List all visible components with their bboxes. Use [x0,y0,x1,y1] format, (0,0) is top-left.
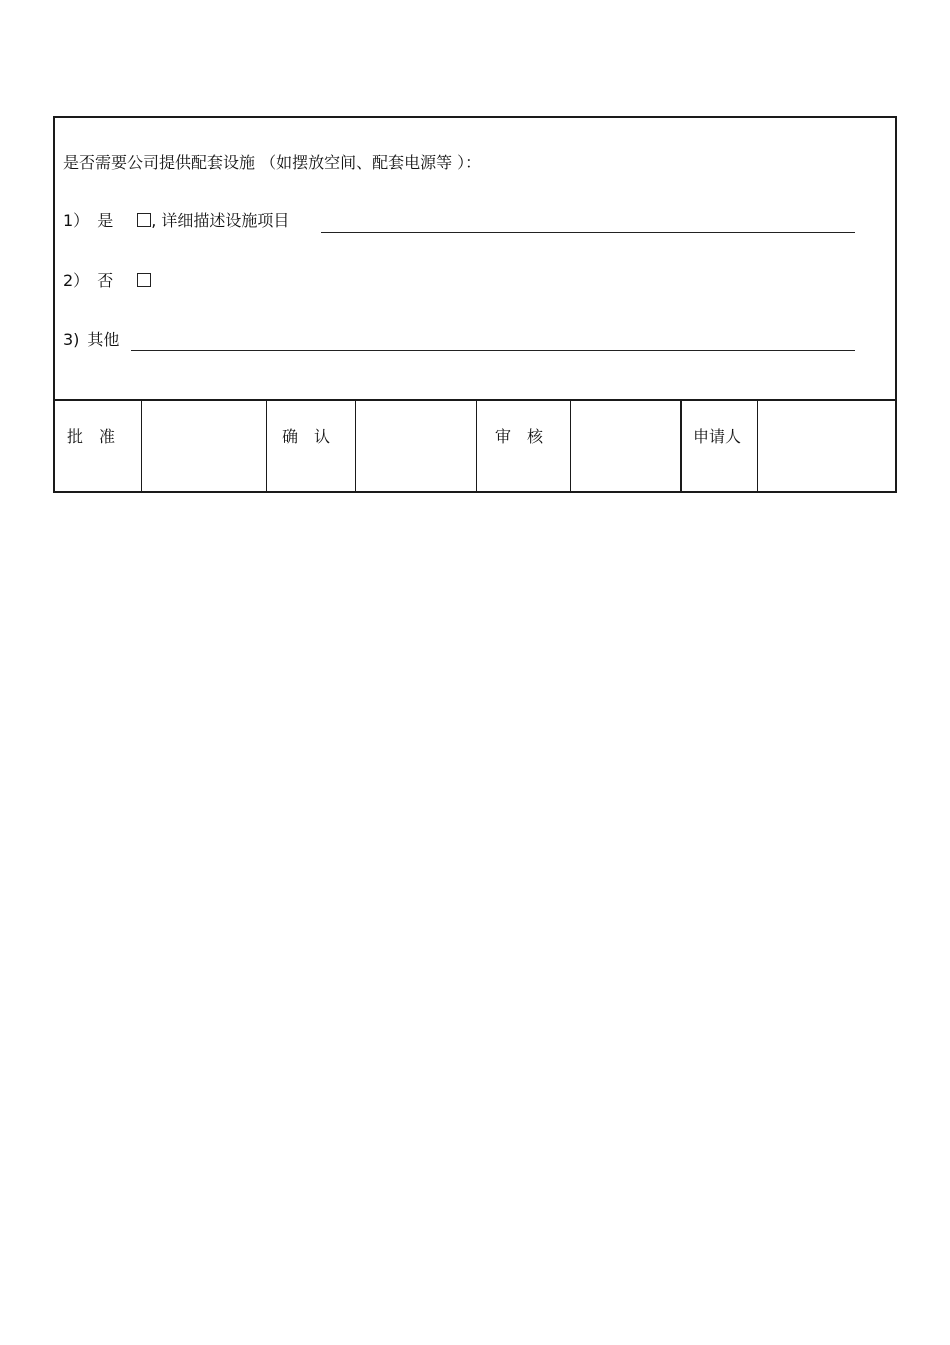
applicant-label: 申请人 [693,427,742,446]
divider [266,401,267,491]
divider [355,401,356,491]
divider [476,401,477,491]
facility-detail-input-line[interactable] [321,232,855,233]
option-other-number: 3) [63,330,80,349]
option-no-label: 否 [97,271,114,290]
divider [141,401,142,491]
facility-question-section [55,118,895,401]
other-input-line[interactable] [131,350,855,351]
option-no-checkbox[interactable] [137,273,151,287]
divider [680,401,682,491]
option-yes-checkbox[interactable] [137,213,151,227]
signature-row [55,401,895,491]
option-yes [63,211,289,231]
divider [570,401,571,491]
review-label: 审 核 [495,427,544,446]
option-other [63,330,119,350]
option-yes-detail-label: , 详细描述设施项目 [151,211,290,230]
option-other-label: 其他 [87,330,120,349]
approve-label: 批 准 [67,427,116,446]
divider [757,401,758,491]
facility-request-form [53,116,897,493]
facility-question-title: 是否需要公司提供配套设施 （如摆放空间、配套电源等 ）： [63,153,482,172]
confirm-label: 确 认 [282,427,331,446]
option-yes-label: 是 [97,211,114,230]
option-yes-number: 1） [63,211,90,230]
option-no-number: 2） [63,271,90,290]
option-no [63,271,151,291]
